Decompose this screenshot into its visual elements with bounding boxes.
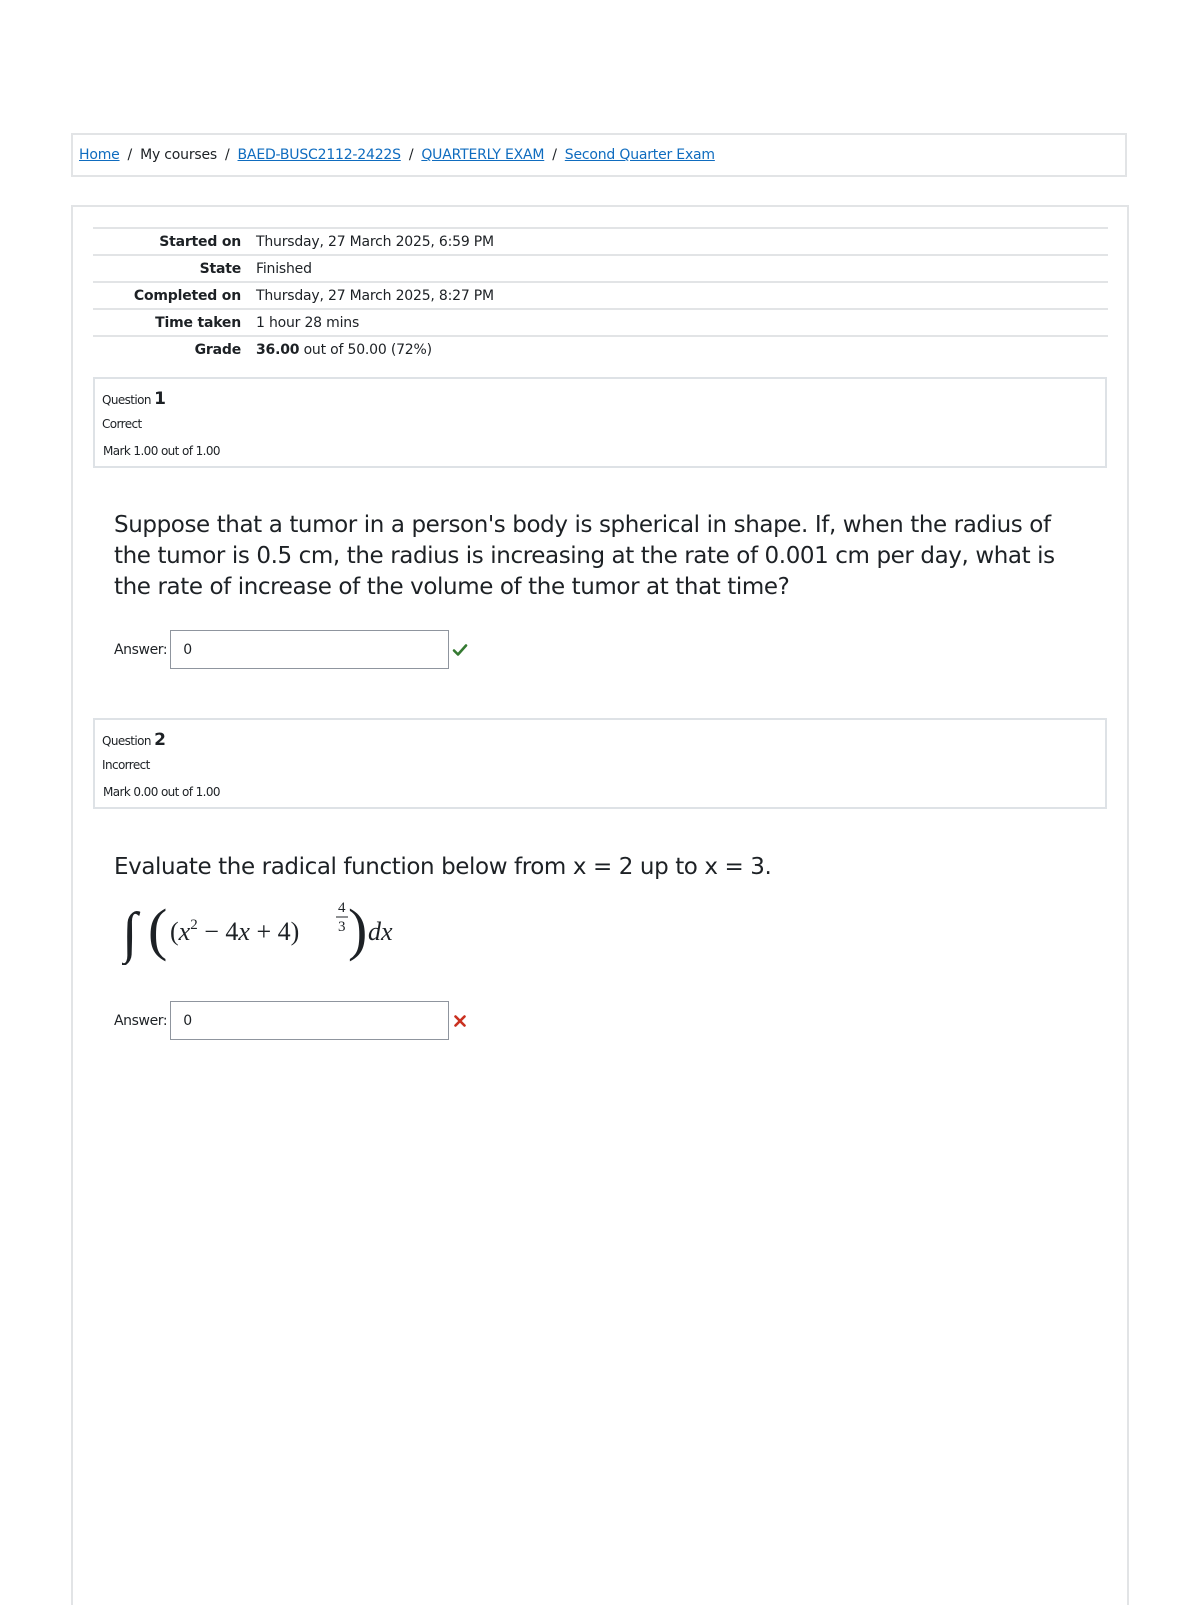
- breadcrumb-separator: /: [552, 147, 557, 163]
- question-1-answer-label: Answer:: [114, 641, 168, 658]
- exponent-numerator: 4: [338, 900, 346, 916]
- question-2-number-line: [102, 730, 166, 750]
- question-1-prefix: Question: [102, 393, 151, 407]
- question-1-mark: Mark 1.00 out of 1.00: [103, 444, 220, 458]
- summary-row-grade: [93, 336, 1108, 363]
- question-1-info: [93, 377, 1107, 468]
- grade-label: Grade: [93, 336, 256, 363]
- time-taken-value: 1 hour 28 mins: [256, 309, 1108, 336]
- completed-label: Completed on: [93, 282, 256, 309]
- summary-row-started: [93, 228, 1108, 255]
- breadcrumb-quiz-link[interactable]: Second Quarter Exam: [564, 147, 715, 163]
- breadcrumb-my-courses: My courses: [140, 147, 217, 163]
- started-label: Started on: [93, 228, 256, 255]
- state-label: State: [93, 255, 256, 282]
- question-1-state: Correct: [102, 417, 142, 431]
- grade-value: [256, 336, 1108, 363]
- breadcrumb-separator: /: [127, 147, 133, 163]
- summary-row-completed: [93, 282, 1108, 309]
- grade-score: 36.00: [256, 342, 300, 358]
- time-taken-label: Time taken: [93, 309, 256, 336]
- question-1-answer-row: [114, 630, 468, 669]
- question-1-number: 1: [154, 389, 166, 409]
- breadcrumb-section-link[interactable]: QUARTERLY EXAM: [421, 147, 545, 163]
- question-1-answer-input[interactable]: [170, 630, 449, 669]
- question-2-answer-label: Answer:: [114, 1012, 168, 1029]
- question-2-state: Incorrect: [102, 758, 150, 772]
- question-2-info: [93, 718, 1107, 809]
- integral-formula-image: [122, 893, 422, 965]
- question-1-number-line: [102, 389, 166, 409]
- left-paren: (: [148, 897, 168, 962]
- question-2-answer-row: [114, 1001, 468, 1040]
- question-2-answer-input[interactable]: [170, 1001, 449, 1040]
- breadcrumb-separator: /: [408, 147, 414, 163]
- question-2-prefix: Question: [102, 734, 151, 748]
- summary-row-state: [93, 255, 1108, 282]
- started-value: Thursday, 27 March 2025, 6:59 PM: [256, 228, 1108, 255]
- question-2-text: Evaluate the radical function below from x = 2 up to x = 3.: [114, 854, 772, 880]
- inner-expression: $(x^2 - 4x + 4)$: [170, 917, 300, 946]
- breadcrumb-course-link[interactable]: BAED-BUSC2112-2422S: [237, 147, 401, 163]
- completed-value: Thursday, 27 March 2025, 8:27 PM: [256, 282, 1108, 309]
- right-paren: ): [348, 897, 368, 962]
- cross-icon: [452, 1013, 468, 1029]
- integral-sign: ∫: [122, 902, 138, 964]
- breadcrumb: [71, 133, 1127, 177]
- question-2-number: 2: [154, 730, 166, 750]
- question-1-text: Suppose that a tumor in a person's body is spherical in shape. If, when the radius of the tumor is 0.5 cm, the radius is increasing at the rate of 0.001 cm per day, what is the rate of increase of the volume of the tumor at that time?: [114, 512, 1055, 600]
- breadcrumb-separator: /: [225, 147, 230, 163]
- dx-term: dx: [368, 917, 393, 946]
- state-value: Finished: [256, 255, 1108, 282]
- grade-out-of: out of 50.00 (72%): [303, 342, 432, 358]
- exponent-denominator: 3: [338, 919, 346, 935]
- breadcrumb-home-link[interactable]: Home: [79, 147, 120, 163]
- summary-row-time-taken: [93, 309, 1108, 336]
- check-icon: [452, 642, 468, 658]
- question-2-mark: Mark 0.00 out of 1.00: [103, 785, 220, 799]
- attempt-summary-table: [93, 227, 1108, 363]
